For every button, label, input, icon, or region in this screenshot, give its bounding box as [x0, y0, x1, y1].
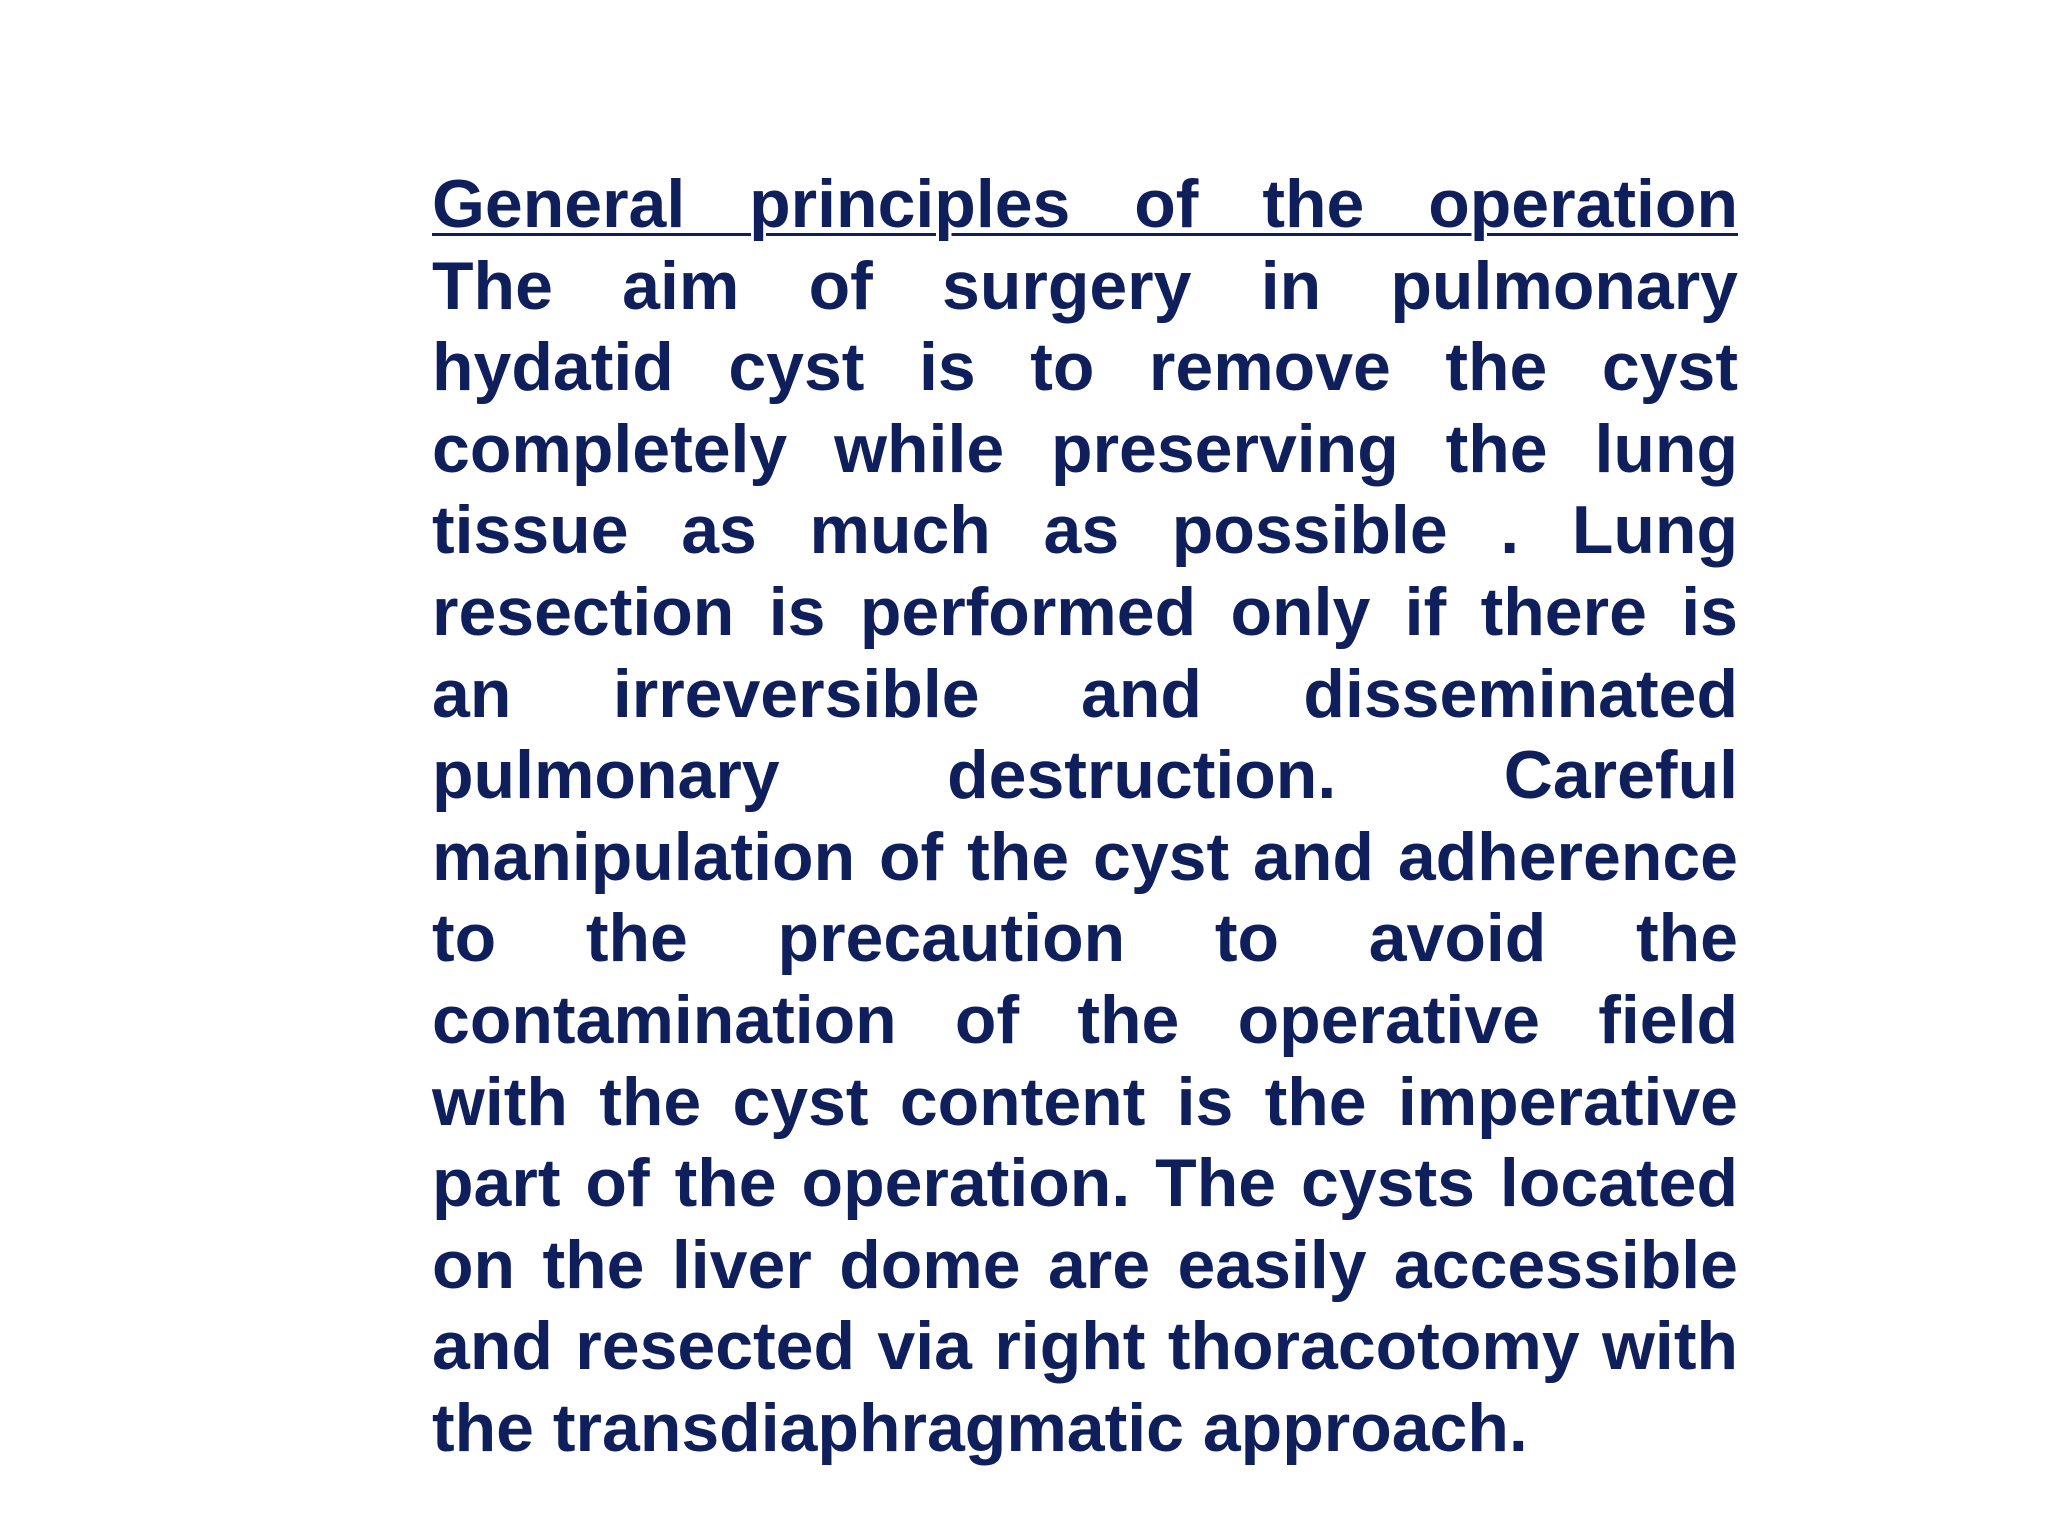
body-line: to the precaution to avoid the: [432, 900, 1738, 977]
body-line: resection is performed only if there is: [432, 573, 1738, 650]
body-line: with the cyst content is the imperative: [432, 1063, 1738, 1140]
body-line: manipulation of the cyst and adherence: [432, 818, 1738, 895]
body-line: an irreversible and disseminated: [432, 655, 1738, 732]
body-line: tissue as much as possible . Lung: [432, 492, 1738, 569]
body-line: part of the operation. The cysts located: [432, 1145, 1738, 1222]
body-line: hydatid cyst is to remove the cyst: [432, 329, 1738, 406]
body-line: pulmonary destruction. Careful: [432, 737, 1738, 814]
slide-heading: General principles of the operation: [432, 166, 1738, 242]
slide-text-block: [432, 164, 1738, 1470]
body-line: the transdiaphragmatic approach.: [432, 1389, 1528, 1466]
body-line: on the liver dome are easily accessible: [432, 1226, 1738, 1303]
body-line: and resected via right thoracotomy with: [432, 1308, 1738, 1385]
body-line: contamination of the operative field: [432, 981, 1738, 1058]
body-line: The aim of surgery in pulmonary: [432, 247, 1738, 324]
body-line: completely while preserving the lung: [432, 410, 1738, 487]
